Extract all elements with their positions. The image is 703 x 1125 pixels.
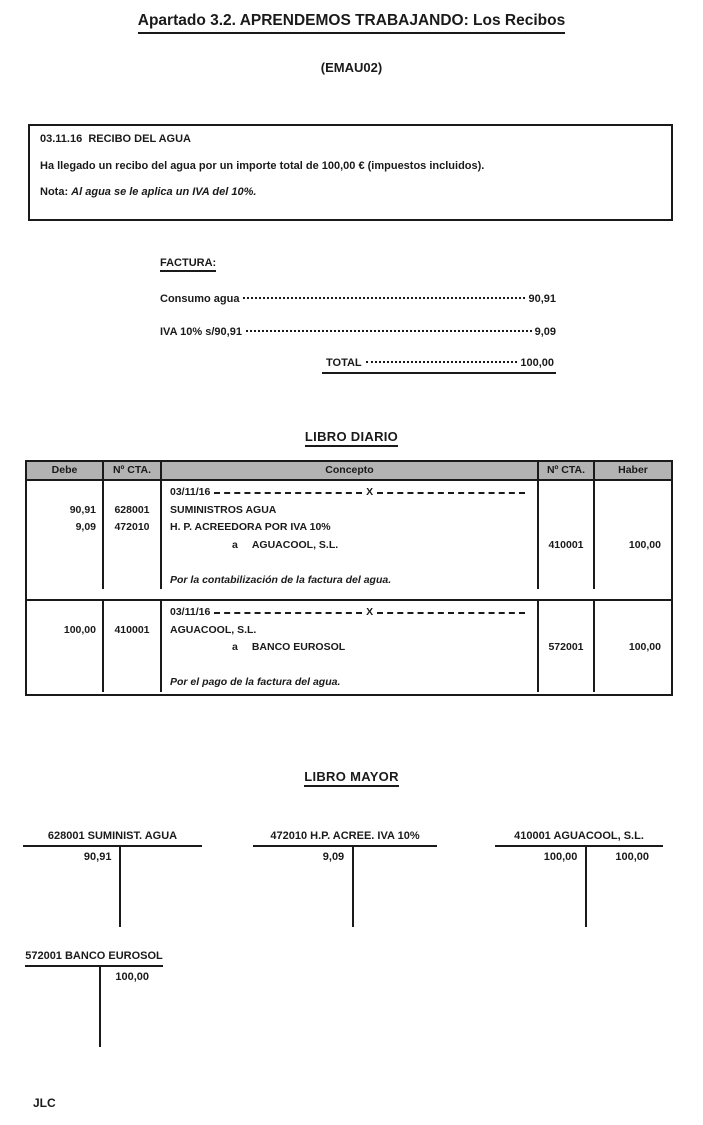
concept-text (162, 554, 537, 572)
factura-heading-text: FACTURA: (160, 257, 216, 272)
credit-account-number: 572001 (548, 641, 584, 653)
debit-account-column (104, 481, 162, 589)
debit-column (27, 601, 104, 692)
dot-leader (243, 297, 525, 299)
t-account (495, 830, 663, 927)
credit-account-name: AGUACOOL, S.L. (251, 538, 339, 551)
credit-column (595, 601, 671, 692)
concept-text (162, 657, 537, 675)
credit-account-number (539, 484, 593, 502)
debit-amount: 90,91 (69, 503, 96, 516)
credit-prefix: a (232, 538, 238, 551)
libro-diario-heading (0, 428, 703, 447)
libro-diario-heading-text: LIBRO DIARIO (305, 429, 398, 447)
t-account-debit-side (23, 847, 121, 927)
t-account-credit-side (354, 847, 437, 927)
entry-date: 03/11/16 (170, 606, 211, 618)
factura-line-value: 90,91 (528, 293, 556, 305)
dash-rule (377, 612, 525, 614)
credit-account-number (539, 519, 593, 537)
debit-amount (27, 604, 102, 622)
credit-account-number (539, 622, 593, 640)
t-account-credit-amount: 100,00 (115, 971, 149, 983)
libro-diario-entries (27, 481, 671, 694)
statement-note-text: Al agua se le aplica un IVA del 10%. (71, 186, 257, 198)
entry-date-line (162, 484, 537, 502)
concept-text: H. P. ACREEDORA POR IVA 10% (170, 521, 331, 533)
t-account-debit-side (253, 847, 354, 927)
credit-concept-line (162, 537, 537, 555)
page-title (0, 12, 703, 34)
column-header: Nº CTA. (539, 462, 595, 479)
concept-text: AGUACOOL, S.L. (170, 623, 257, 636)
entry-note: Por la contabilización de la factura del agua. (170, 573, 392, 586)
statement-note (40, 186, 661, 198)
t-account-credit-amount: 100,00 (615, 851, 649, 863)
t-account-credit-side (587, 847, 663, 927)
factura-line (160, 293, 556, 305)
debit-account-column (104, 601, 162, 692)
debit-amount (27, 484, 102, 502)
debit-amount (27, 572, 102, 590)
debit-amount: 100,00 (63, 623, 96, 636)
t-account-title: 628001 SUMINIST. AGUA (23, 830, 202, 847)
factura-line-label: IVA 10% s/90,91 (160, 326, 242, 338)
page-title-text: Apartado 3.2. APRENDEMOS TRABAJANDO: Los Recibos (138, 12, 565, 34)
debit-account-number (104, 572, 160, 590)
t-account-title: 572001 BANCO EUROSOL (25, 950, 163, 967)
debit-amount (27, 639, 102, 657)
debit-amount: 9,09 (75, 521, 96, 533)
factura-lines (160, 293, 556, 338)
statement-note-label: Nota: (40, 186, 69, 198)
debit-account-number (104, 537, 160, 555)
factura-line (160, 326, 556, 338)
debit-account-number (104, 639, 160, 657)
concept-column (162, 481, 539, 589)
column-header: Haber (618, 464, 648, 476)
factura-heading (160, 257, 556, 272)
t-account-body (23, 847, 202, 927)
t-account-debit-amount: 100,00 (543, 851, 578, 863)
credit-amount (595, 519, 671, 537)
libro-diario-header-row (27, 462, 671, 481)
column-header: Nº CTA. (104, 462, 162, 479)
dot-leader (246, 330, 532, 332)
t-account-debit-amount: 90,91 (83, 851, 112, 863)
entry-separator-x: X (366, 606, 374, 618)
entry-date: 03/11/16 (170, 486, 211, 498)
statement-body: Ha llegado un recibo del agua por un importe total de 100,00 € (impuestos incluidos). (40, 160, 485, 172)
credit-amount: 100,00 (628, 538, 661, 551)
debit-account-number: 410001 (114, 623, 150, 636)
factura-line-value: 9,09 (534, 326, 556, 338)
concept-column (162, 601, 539, 692)
credit-account-column (539, 481, 595, 589)
dot-leader (366, 361, 518, 363)
credit-account-number (539, 572, 593, 590)
journal-entry (27, 481, 671, 599)
t-account (253, 830, 437, 927)
credit-amount (595, 502, 671, 520)
credit-concept-line (162, 639, 537, 657)
credit-account-column (539, 601, 595, 692)
credit-account-number (539, 657, 593, 675)
statement-heading: 03.11.16 RECIBO DEL AGUA (40, 133, 191, 145)
debit-amount (27, 657, 102, 675)
factura-section (160, 257, 556, 374)
t-account-title: 472010 H.P. ACREE. IVA 10% (253, 830, 437, 847)
statement-box (28, 124, 673, 221)
debit-account-number: 628001 (114, 503, 150, 516)
libro-mayor-heading-text: LIBRO MAYOR (304, 769, 399, 787)
debit-amount (27, 537, 102, 555)
credit-account-number: 410001 (548, 538, 584, 551)
credit-amount (595, 484, 671, 502)
column-header: Concepto (162, 462, 539, 479)
debit-account-number (104, 484, 160, 502)
libro-mayor-section (0, 830, 703, 1060)
debit-account-number: 472010 (114, 521, 150, 533)
t-account-debit-side (495, 847, 587, 927)
credit-prefix: a (232, 641, 238, 653)
factura-line-label: Consumo agua (160, 293, 240, 305)
factura-total-row (322, 357, 556, 374)
factura-total-value: 100,00 (520, 357, 554, 369)
credit-amount (595, 622, 671, 640)
credit-amount (595, 572, 671, 590)
debit-column (27, 481, 104, 589)
debit-account-number (104, 674, 160, 692)
debit-amount (27, 554, 102, 572)
t-account-title: 410001 AGUACOOL, S.L. (495, 830, 663, 847)
page-subtitle: (EMAU02) (320, 60, 383, 75)
dash-rule (214, 612, 362, 614)
credit-account-number (539, 674, 593, 692)
concept-text: SUMINISTROS AGUA (170, 503, 277, 516)
debit-account-number (104, 657, 160, 675)
debit-account-number (104, 554, 160, 572)
t-account-credit-side (101, 967, 163, 1047)
journal-entry (27, 599, 671, 694)
dash-rule (377, 492, 525, 494)
credit-column (595, 481, 671, 589)
entry-date-line (162, 604, 537, 622)
column-header: Debe (27, 462, 104, 479)
credit-amount (595, 604, 671, 622)
t-account-body (495, 847, 663, 927)
credit-account-number (539, 502, 593, 520)
credit-account-number (539, 554, 593, 572)
factura-total-label: TOTAL (326, 357, 362, 369)
credit-account-name: BANCO EUROSOL (251, 641, 346, 653)
t-account-debit-amount: 9,09 (322, 851, 345, 863)
entry-note: Por el pago de la factura del agua. (170, 676, 341, 688)
credit-amount: 100,00 (628, 641, 661, 653)
t-account-debit-side (25, 967, 101, 1047)
t-account-credit-side (121, 847, 202, 927)
libro-diario-table (25, 460, 673, 696)
t-account (25, 950, 163, 1047)
debit-account-number (104, 604, 160, 622)
credit-amount (595, 674, 671, 692)
entry-separator-x: X (366, 486, 374, 498)
author-initials: JLC (33, 1096, 56, 1110)
t-account (23, 830, 202, 927)
credit-account-number (539, 604, 593, 622)
t-account-body (25, 967, 163, 1047)
dash-rule (214, 492, 362, 494)
debit-amount (27, 674, 102, 692)
credit-amount (595, 657, 671, 675)
credit-amount (595, 554, 671, 572)
libro-mayor-heading (0, 768, 703, 787)
t-account-body (253, 847, 437, 927)
